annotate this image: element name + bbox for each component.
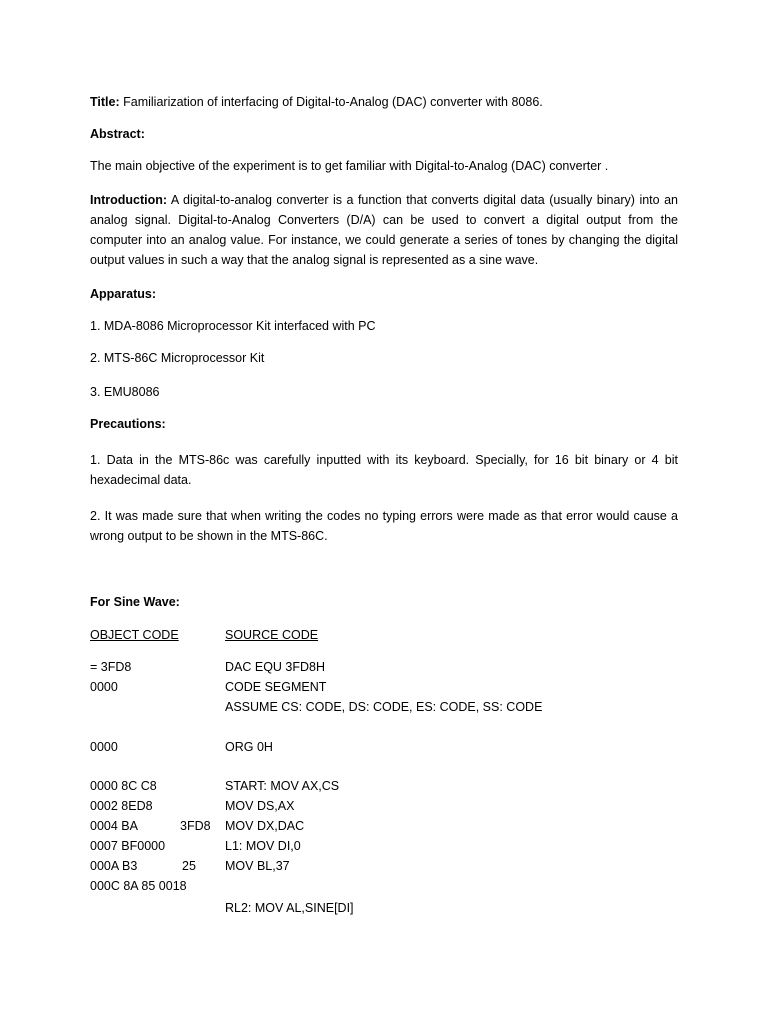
source-code: CODE SEGMENT <box>225 680 327 694</box>
source-code: START: MOV AX,CS <box>225 779 340 793</box>
object-code: 0002 8ED8 <box>90 799 153 813</box>
apparatus-item-3: 3. EMU8086 <box>90 385 160 399</box>
sine-wave-heading: For Sine Wave: <box>90 595 180 609</box>
source-code: ORG 0H <box>225 740 273 754</box>
source-code: ASSUME CS: CODE, DS: CODE, ES: CODE, SS: CODE <box>225 700 543 714</box>
precautions-heading: Precautions: <box>90 417 166 431</box>
object-code: 0007 BF0000 <box>90 839 166 853</box>
object-code-header: OBJECT CODE <box>90 628 179 642</box>
object-code: 0000 8C C8 <box>90 779 157 793</box>
precaution-item-2: 2. It was made sure that when writing the codes no typing errors were made as that error would cause a wrong output to be shown in the MTS-86C. <box>90 509 678 543</box>
source-code: L1: MOV DI,0 <box>225 839 301 853</box>
introduction-paragraph <box>90 190 678 270</box>
title-label: Title: <box>90 95 120 109</box>
code-row <box>90 677 678 697</box>
source-code: DAC EQU 3FD8H <box>225 660 326 674</box>
apparatus-item-2: 2. MTS-86C Microprocessor Kit <box>90 351 265 365</box>
abstract-heading: Abstract: <box>90 127 145 141</box>
code-row <box>90 697 678 717</box>
code-row <box>90 737 678 757</box>
code-row <box>90 776 678 796</box>
code-row <box>90 876 678 896</box>
code-row <box>90 856 678 876</box>
object-code-operand: 25 <box>182 859 196 873</box>
object-code: 0000 <box>90 740 118 754</box>
apparatus-heading: Apparatus: <box>90 287 156 301</box>
code-table-header <box>90 625 678 645</box>
source-code: RL2: MOV AL,SINE[DI] <box>225 901 354 915</box>
introduction-text: A digital-to-analog converter is a function that converts digital data (usually binary) into an analog signal. Digital-to-Analog Converters (D/A) can be used to convert a digital output from the computer into an analog value. For instance, we could generate a series of tones by changing the digital output values in such a way that the analog signal is represented as a sine wave. <box>90 193 678 267</box>
code-row <box>90 898 678 918</box>
title-line <box>90 92 678 112</box>
code-row <box>90 816 678 836</box>
source-code: MOV DS,AX <box>225 799 295 813</box>
code-row <box>90 657 678 677</box>
object-code: = 3FD8 <box>90 660 132 674</box>
object-code-operand: 3FD8 <box>180 819 211 833</box>
object-code: 000A B3 <box>90 859 138 873</box>
abstract-text: The main objective of the experiment is to get familiar with Digital-to-Analog (DAC) converter . <box>90 159 609 173</box>
source-code: MOV DX,DAC <box>225 819 305 833</box>
code-row <box>90 836 678 856</box>
code-row <box>90 796 678 816</box>
precaution-item-1: 1. Data in the MTS-86c was carefully inputted with its keyboard. Specially, for 16 bit binary or 4 bit hexadecimal data. <box>90 453 678 487</box>
source-code: MOV BL,37 <box>225 859 290 873</box>
source-code-header: SOURCE CODE <box>225 628 319 642</box>
apparatus-item-1: 1. MDA-8086 Microprocessor Kit interfaced with PC <box>90 319 376 333</box>
object-code: 0004 BA <box>90 819 138 833</box>
introduction-label: Introduction: <box>90 193 168 207</box>
title-text: Familiarization of interfacing of Digital-to-Analog (DAC) converter with 8086. <box>123 95 543 109</box>
object-code: 0000 <box>90 680 118 694</box>
object-code: 000C 8A 85 0018 <box>90 879 187 893</box>
